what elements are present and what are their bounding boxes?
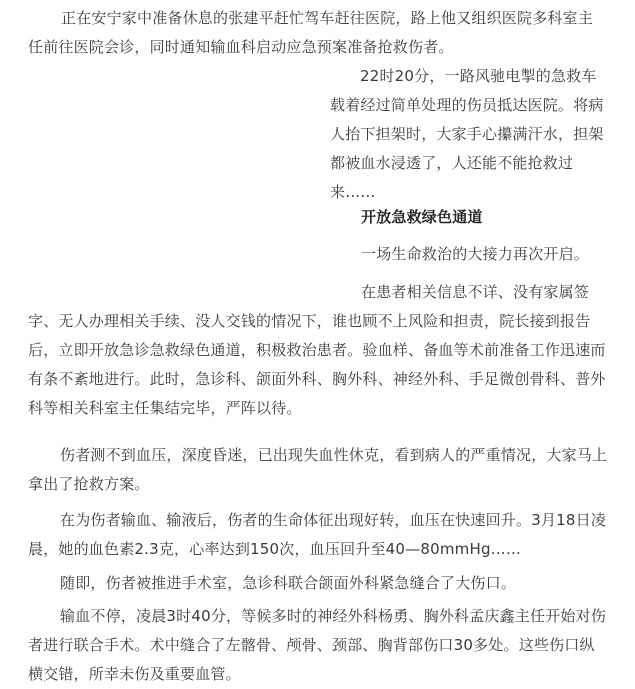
paragraph-5: 伤者测不到血压，深度昏迷，已出现失血性休克，看到病人的严重情况，大家马上拿出了抢救方案。: [28, 446, 608, 493]
paragraph-2: 22时20分，一路风驰电掣的急救车载着经过简单处理的伤员抵达医院。将病人抬下担架时，大家手心攥满汗水，担架都被血水浸透了，人还能不能抢救过来……: [330, 67, 604, 201]
paragraph-4-first-line: 在患者相关信息不详、没有家属签: [361, 283, 590, 301]
paragraph-4-remainder: 字、无人办理相关手续、没人交钱的情况下，谁也顾不上风险和担责，院长接到报告后，立即开放急诊急救绿色通道，积极救治患者。验血样、备血等术前准备工作迅速而有条不紊地进行。此时，急诊科、颌面外科、胸外科、神经外科、手足微创骨科、普外科等相关科室主任集结完毕，严阵以待。: [28, 312, 606, 417]
paragraph-7: 随即，伤者被推进手术室，急诊科联合颌面外科紧急缝合了大伤口。: [60, 574, 517, 592]
paragraph-6: 在为伤者输血、输液后，伤者的生命体征出现好转，血压在快速回升。3月18日凌晨，她的血色素2.3克，心率达到150次，血压回升至40—80mmHg……: [28, 511, 607, 558]
paragraph-8: 输血不停，凌晨3时40分，等候多时的神经外科杨勇、胸外科孟庆鑫主任开始对伤者进行联合手术。术中缝合了左髂骨、颅骨、颈部、胸背部伤口30多处。这些伤口纵横交错，所幸未伤及重要血管。: [28, 607, 607, 683]
paragraph-1: 正在安宁家中准备休息的张建平赶忙驾车赶往医院，路上他又组织医院多科室主任前往医院会诊，同时通知输血科启动应急预案准备抢救伤者。: [28, 9, 594, 56]
paragraph-4: [28, 278, 608, 423]
paragraph-3: 一场生命救治的大接力再次开启。: [361, 245, 590, 263]
section-heading: 开放急救绿色通道: [361, 208, 483, 226]
